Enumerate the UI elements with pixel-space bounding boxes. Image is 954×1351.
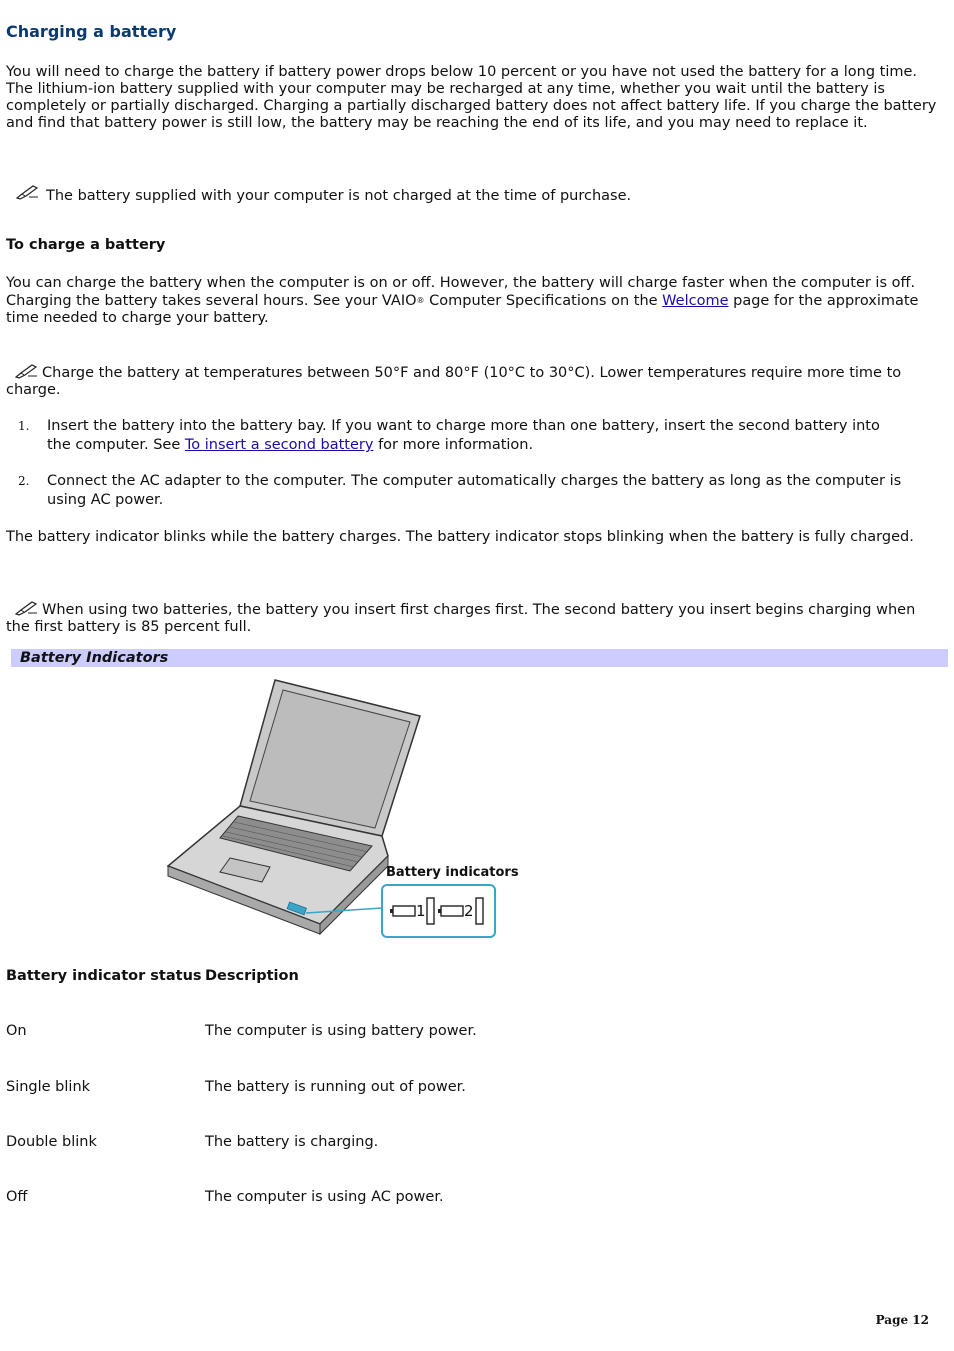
- note-pen-icon: [15, 363, 39, 379]
- table-row-description: The computer is using AC power.: [205, 1189, 444, 1205]
- table-row-description: The battery is running out of power.: [205, 1079, 466, 1095]
- table-row-status: Single blink: [6, 1079, 91, 1095]
- laptop-drawing: [160, 676, 540, 942]
- indicator-paragraph: The battery indicator blinks while the battery charges. The battery indicator stops blinking when the battery is fully charged.: [6, 529, 914, 545]
- step-2: [18, 472, 908, 510]
- step-1: [18, 417, 908, 455]
- laptop-illustration: [160, 676, 540, 942]
- note-pen-icon: [16, 184, 42, 200]
- table-row-status: Off: [6, 1189, 28, 1205]
- step-1-number: 1.: [18, 419, 30, 433]
- procedure-intro-part2: Computer Specifications on the: [424, 293, 663, 309]
- table-header-status: Battery indicator status: [6, 968, 202, 984]
- procedure-intro-part1: You can charge the battery when the computer is on or off. However, the battery will charge faster when the computer is off. Charging the battery takes several hours. See your VAIO: [6, 275, 916, 309]
- procedure-intro-part3: page for the approximate time needed to charge your battery.: [6, 293, 919, 326]
- registered-mark: ®: [416, 296, 425, 305]
- battery-indicator-2-label: 2: [464, 902, 474, 920]
- table-row-description: The computer is using battery power.: [205, 1023, 477, 1039]
- battery-indicator-1-label: 1: [416, 902, 426, 920]
- note-1: [16, 184, 936, 204]
- note-3-text: When using two batteries, the battery you insert first charges first. The second battery you insert begins charging when the first battery is 85 percent full.: [6, 602, 916, 635]
- procedure-intro: [6, 275, 941, 327]
- intro-paragraph: You will need to charge the battery if battery power drops below 10 percent or you have not used the battery for a long time. The lithium-ion battery supplied with your computer may be recharged at any time, whether you wait until the battery is completely or partially discharged. Charging a partially discharged battery does not affect battery life. If you charge the battery and find that battery power is still low, the battery may be reaching the end of its life, and you may need to replace it.: [6, 64, 937, 131]
- page-title: Charging a battery: [6, 22, 177, 41]
- table-header-description: Description: [205, 968, 299, 984]
- welcome-link[interactable]: Welcome: [662, 293, 729, 309]
- callout-label: Battery indicators: [386, 865, 519, 880]
- page-number: Page 12: [875, 1313, 929, 1327]
- step-2-text: Connect the AC adapter to the computer. The computer automatically charges the battery as long as the computer is using AC power.: [47, 473, 902, 508]
- step-1-text: [47, 417, 908, 455]
- step-1-text-after: for more information.: [373, 437, 534, 453]
- insert-second-battery-link[interactable]: To insert a second battery: [184, 437, 374, 453]
- note-3: [6, 600, 941, 636]
- table-row-description: The battery is charging.: [205, 1134, 379, 1150]
- note-1-text: The battery supplied with your computer is not charged at the time of purchase.: [46, 188, 632, 204]
- step-2-number: 2.: [18, 474, 30, 488]
- step-1-text-before: Insert the battery into the battery bay. If you want to charge more than one battery, insert the second battery into the computer. See: [47, 418, 880, 453]
- procedure-heading: To charge a battery: [6, 237, 166, 253]
- note-2: [6, 363, 941, 399]
- table-row-status: On: [6, 1023, 27, 1039]
- section-header-battery-indicators: Battery Indicators: [11, 649, 948, 667]
- note-pen-icon: [15, 600, 39, 616]
- table-row-status: Double blink: [6, 1134, 97, 1150]
- note-2-text: Charge the battery at temperatures between 50°F and 80°F (10°C to 30°C). Lower temperatures require more time to charge.: [6, 365, 902, 398]
